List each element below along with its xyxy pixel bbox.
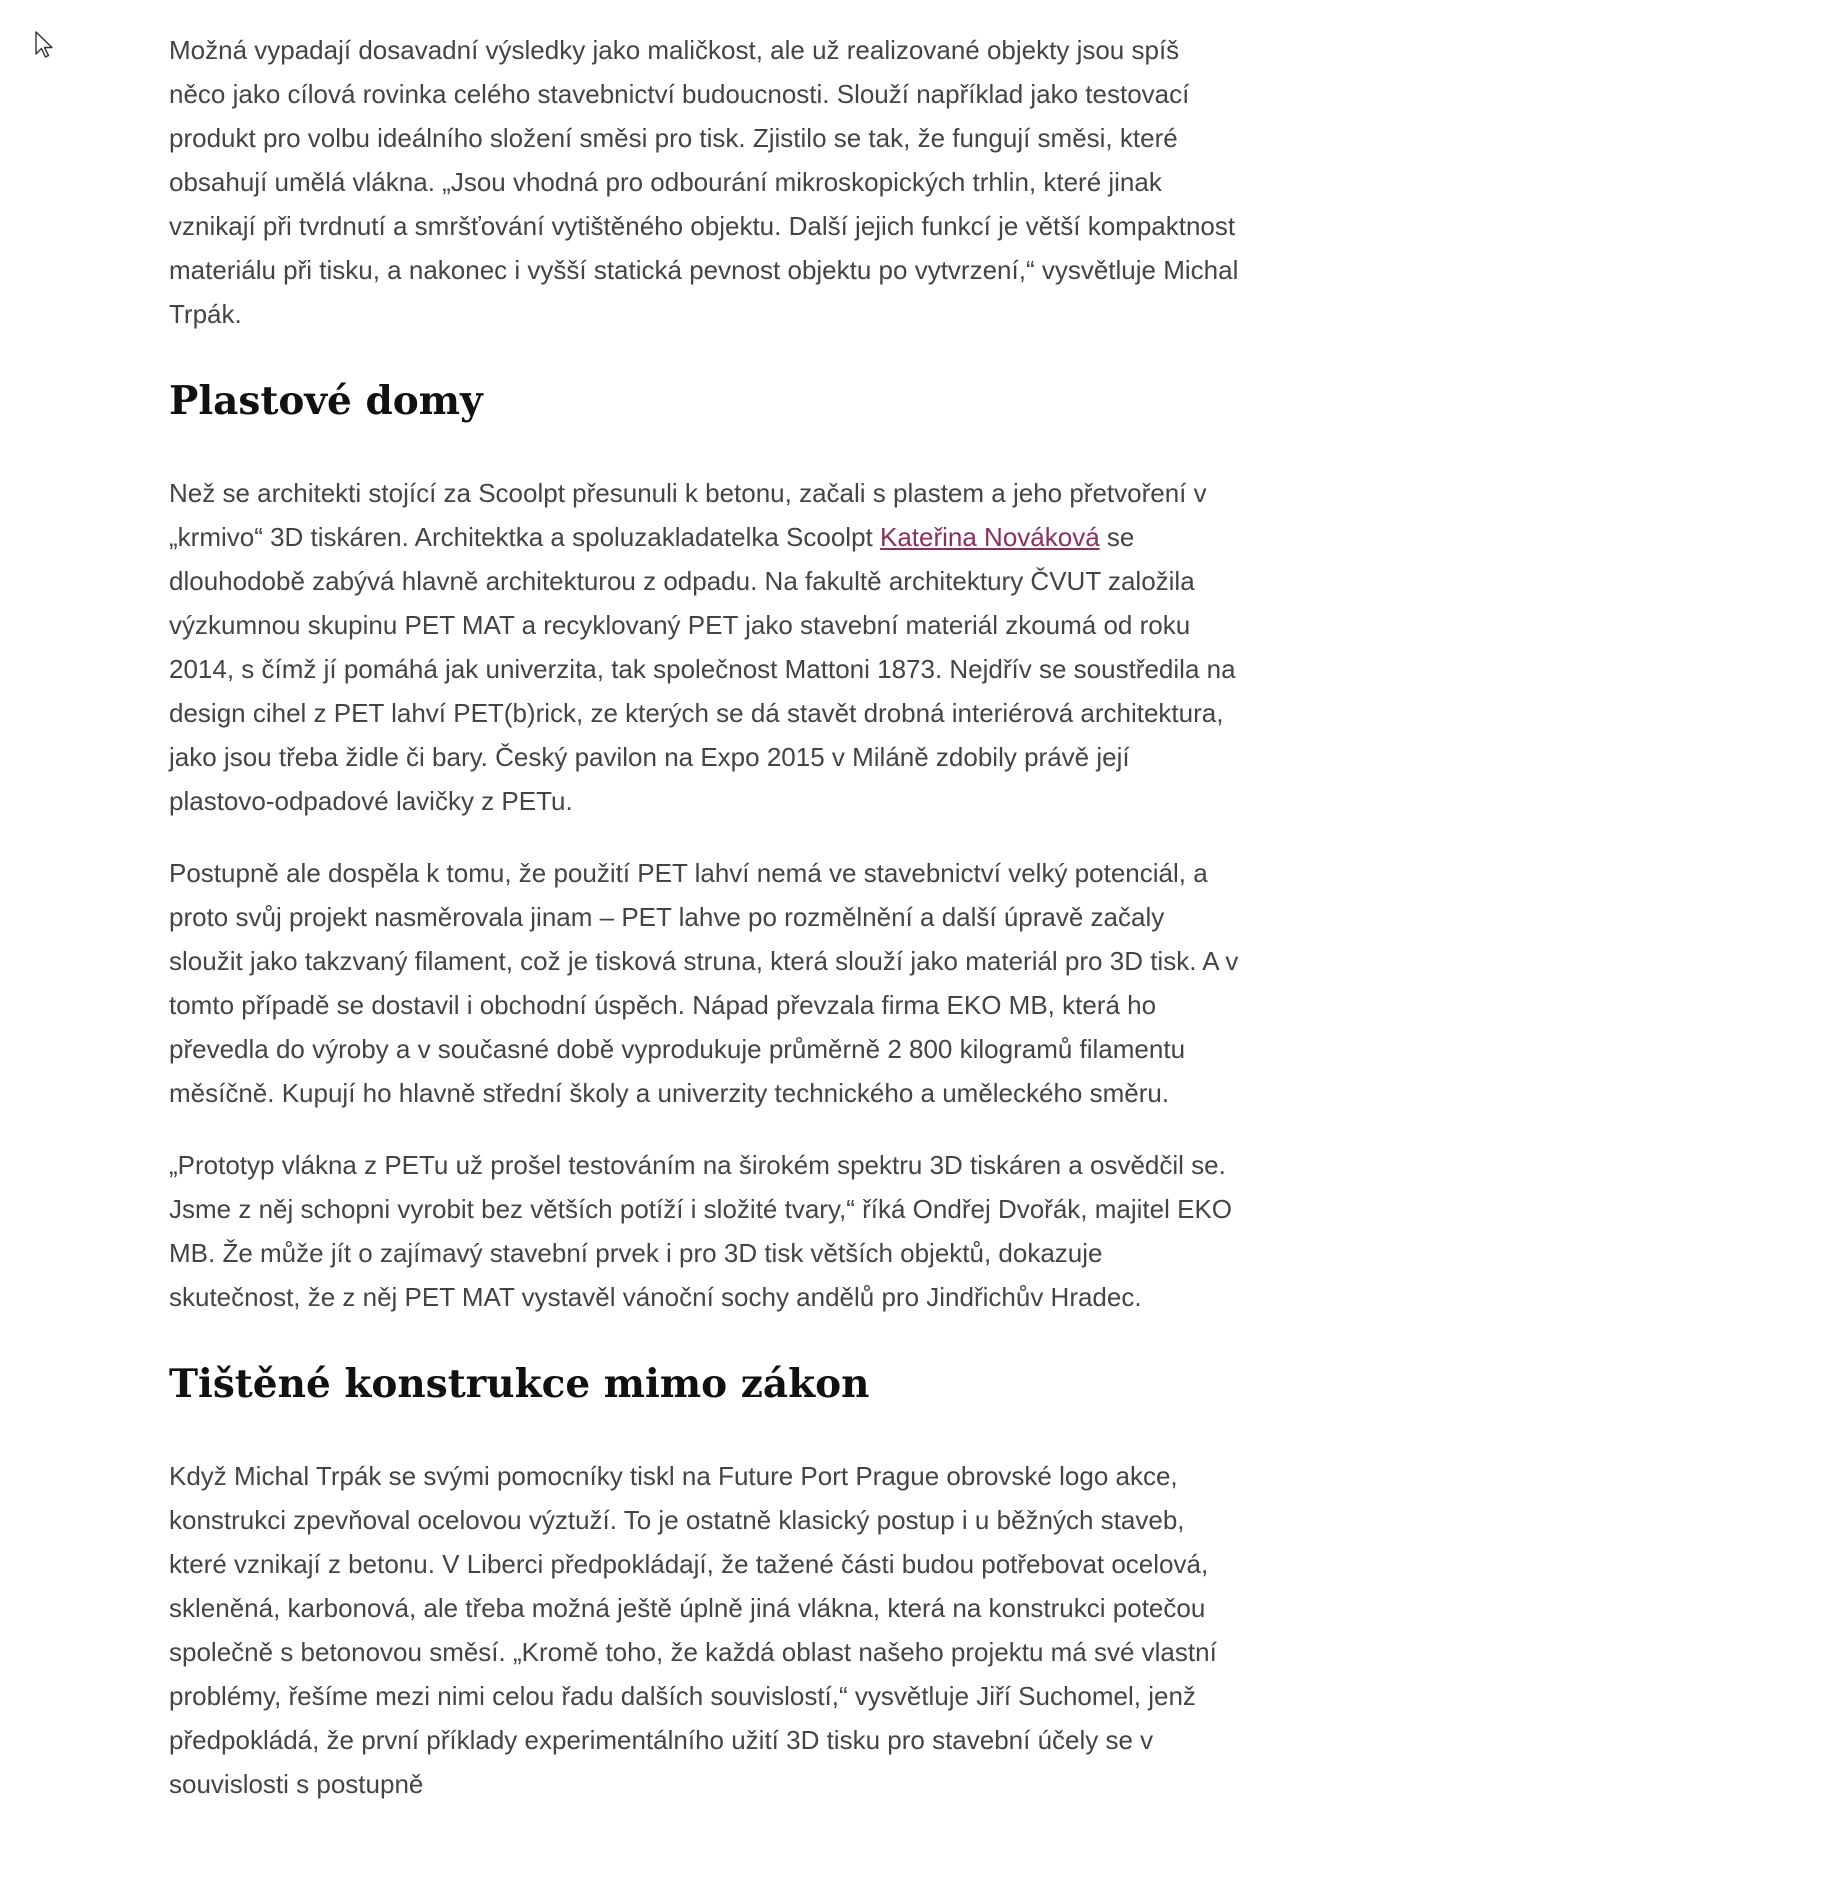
paragraph-intro: Možná vypadají dosavadní výsledky jako maličkost, ale už realizované objekty jsou spíš něco jako cílová rovinka celého stavebnictví budoucnosti. Slouží například jako testovací produkt pro volbu ideálního složení směsi pro tisk. Zjistilo se tak, že fungují směsi, které obsahují umělá vlákna. „Jsou vhodná pro odbourání mikroskopických trhlin, které jinak vznikají při tvrdnutí a smršťování vytištěného objektu. Další jejich funkcí je větší kompaktnost materiálu při tisku, a nakonec i vyšší statická pevnost objektu po vytvrzení,“ vysvětluje Michal Trpák. (169, 35, 1239, 329)
paragraph-text-before-link: Než se architekti stojící za Scoolpt přesunuli k betonu, začali s plastem a jeho přetvoření v „krmivo“ 3D tiskáren. Architektka a spoluzakladatelka Scoolpt (169, 478, 1207, 552)
heading-tistene-konstrukce: Tištěné konstrukce mimo zákon (169, 1361, 870, 1407)
mouse-pointer-icon (34, 30, 56, 60)
paragraph-novakova (169, 471, 1241, 823)
paragraph-filament: Postupně ale dospěla k tomu, že použití PET lahví nemá ve stavebnictví velký potenciál, a proto svůj projekt nasměrovala jinam – PET lahve po rozmělnění a další úpravě začaly sloužit jako takzvaný filament, což je tisková struna, která slouží jako materiál pro 3D tisk. A v tomto případě se dostavil i obchodní úspěch. Nápad převzala firma EKO MB, která ho převedla do výroby a v současné době vyprodukuje průměrně 2 800 kilogramů filamentu měsíčně. Kupují ho hlavně střední školy a univerzity technického a uměleckého směru. (169, 858, 1239, 1108)
heading-plastove-domy: Plastové domy (169, 378, 483, 424)
article-body (169, 28, 1241, 1834)
paragraph-text-after-link: se dlouhodobě zabývá hlavně architekturou z odpadu. Na fakultě architektury ČVUT založila výzkumnou skupinu PET MAT a recyklovaný PET jako stavební materiál zkoumá od roku 2014, s čímž jí pomáhá jak univerzita, tak společnost Mattoni 1873. Nejdřív se soustředila na design cihel z PET lahví PET(b)rick, ze kterých se dá stavět drobná interiérová architektura, jako jsou třeba židle či bary. Český pavilon na Expo 2015 v Miláně zdobily právě její plastovo-odpadové lavičky z PETu. (169, 522, 1236, 816)
paragraph-konstrukce: Když Michal Trpák se svými pomocníky tiskl na Future Port Prague obrovské logo akce, konstrukci zpevňoval ocelovou výztuží. To je ostatně klasický postup i u běžných staveb, které vznikají z betonu. V Liberci předpokládají, že tažené části budou potřebovat ocelová, skleněná, karbonová, ale třeba možná ještě úplně jiná vlákna, která na konstrukci potečou společně s betonovou směsí. „Kromě toho, že každá oblast našeho projektu má své vlastní problémy, řešíme mezi nimi celou řadu dalších souvislostí,“ vysvětluje Jiří Suchomel, jenž předpokládá, že první příklady experimentálního užití 3D tisku pro stavební účely se v souvislosti s postupně (169, 1461, 1217, 1799)
link-katerina-novakova[interactable]: Kateřina Nováková (879, 522, 1100, 552)
paragraph-prototyp: „Prototyp vlákna z PETu už prošel testováním na širokém spektru 3D tiskáren a osvědčil se. Jsme z něj schopni vyrobit bez větších potíží i složité tvary,“ říká Ondřej Dvořák, majitel EKO MB. Že může jít o zajímavý stavební prvek i pro 3D tisk větších objektů, dokazuje skutečnost, že z něj PET MAT vystavěl vánoční sochy andělů pro Jindřichův Hradec. (169, 1150, 1233, 1312)
